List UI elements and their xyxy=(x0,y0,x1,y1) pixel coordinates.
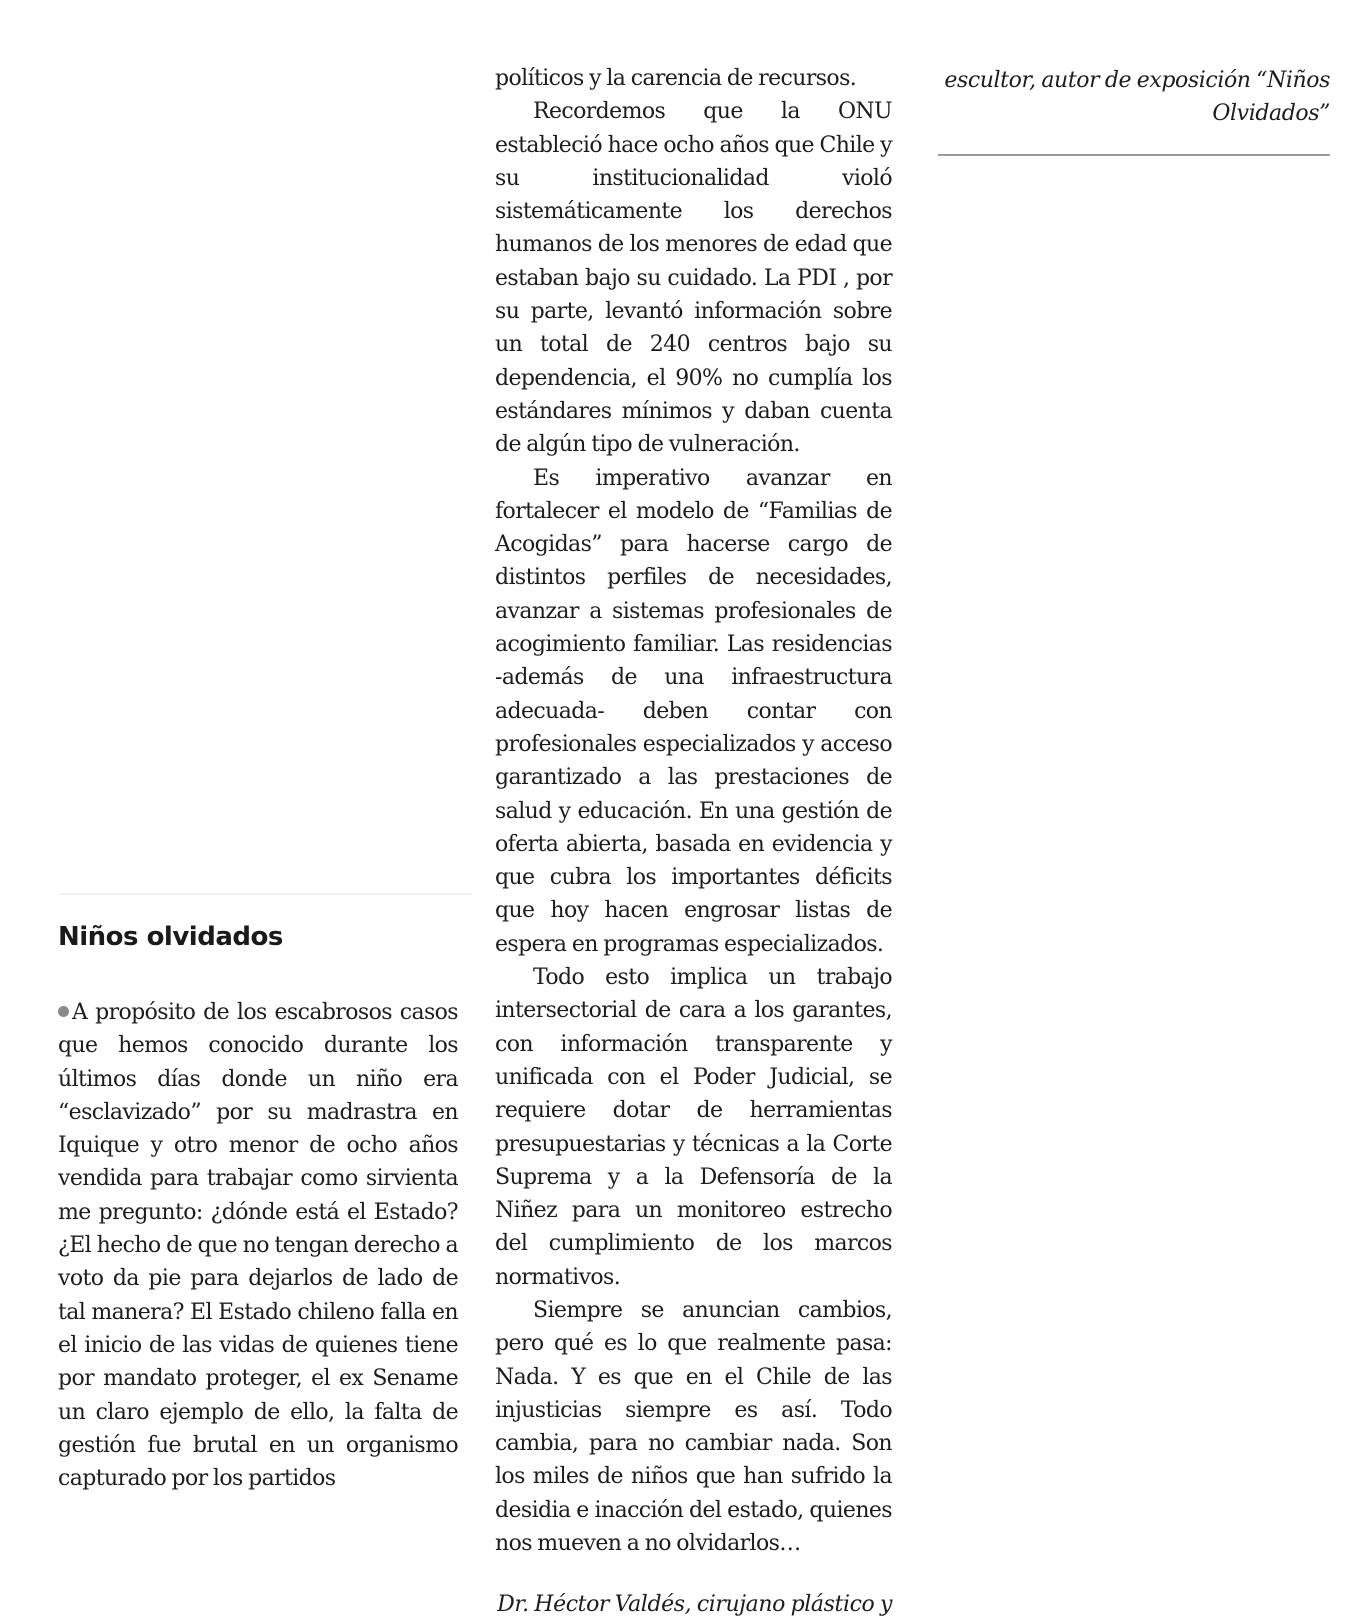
letter-paragraph-3: Es imperativo avanzar en fortalecer el modelo de “Familias de Acogidas” para hacerse cargo de distintos perfiles de necesidades, avanzar a sistemas profesionales de acogimiento familiar. Las residencias -además de una infraestructura adecuada- deben contar con profesionales especializados y acceso garantizado a las prestaciones de salud y educación. En una gestión de oferta abierta, basada en evidencia y que cubra los importantes déficits que hoy hacen engrosar listas de espera en programas especializados. xyxy=(495,465,892,957)
letter-signature: Dr. Héctor Valdés, cirujano plástico y xyxy=(497,1592,892,1618)
column-middle xyxy=(495,62,892,1622)
bullet-icon xyxy=(58,1006,69,1017)
letter-paragraph-1 xyxy=(58,996,458,1495)
letter-paragraph-4: Todo esto implica un trabajo intersectorial de cara a los garantes, con información transparente y unificada con el Poder Judicial, se requiere dotar de herramientas presupuestarias y técnicas a la Corte Suprema y a la Defensoría de la Niñez para un monitoreo estrecho del cumplimiento de los marcos normativos. xyxy=(495,965,892,1290)
letter-signature-continued: escultor, autor de exposición “Niños Olvidados” xyxy=(944,68,1330,127)
column-divider-rule xyxy=(938,154,1330,156)
letter-paragraph-1-continued: políticos y la carencia de recursos. xyxy=(495,66,857,91)
letter-headline: Niños olvidados xyxy=(58,922,283,952)
letter-paragraph-2: Recordemos que la ONU estableció hace ocho años que Chile y su institucionalidad violó sistemáticamente los derechos humanos de los menores de edad que estaban bajo su cuidado. La PDI , por su parte, levantó información sobre un total de 240 centros bajo su dependencia, el 90% no cumplía los estándares mínimos y daban cuenta de algún tipo de vulneración. xyxy=(495,99,892,458)
letter-paragraph-5: Siempre se anuncian cambios, pero qué es lo que realmente pasa: Nada. Y es que en el Chile de las injusticias siempre es así. Todo cambia, para no cambiar nada. Son los miles de niños que han sufrido la desidia e inacción del estado, quienes nos mueven a no olvidarlos… xyxy=(495,1297,892,1557)
letter-box-top-shade xyxy=(58,893,472,895)
column-right xyxy=(938,64,1330,131)
column-left xyxy=(58,996,458,1495)
letter-paragraph-1-text: A propósito de los escabrosos casos que hemos conocido durante los últimos días donde un niño era “esclavizado” por su madrastra en Iquique y otro menor de ocho años vendida para trabajar como sirvienta me pregunto: ¿dónde está el Estado? ¿El hecho de que no tengan derecho a voto da pie para dejarlos de lado de tal manera? El Estado chileno falla en el inicio de las vidas de quienes tiene por mandato proteger, el ex Sename un claro ejemplo de ello, la falta de gestión fue brutal en un organismo capturado por los partidos xyxy=(58,1000,458,1492)
